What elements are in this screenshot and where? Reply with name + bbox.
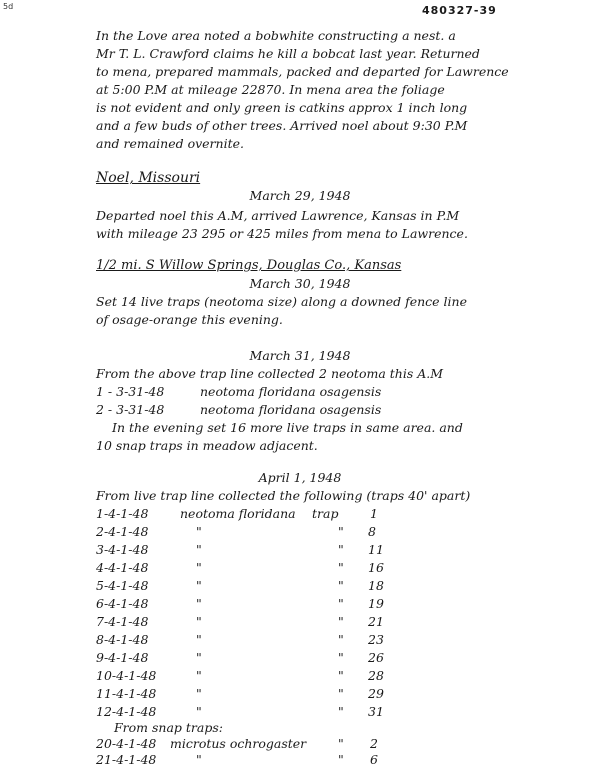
ditto-mark: " (338, 524, 344, 539)
trap-number: 11 (368, 542, 384, 557)
specimen-number: 3-4-1-48 (96, 542, 149, 557)
entry-date: March 30, 1948 (249, 276, 351, 291)
specimen-species: microtus ochrogaster (170, 736, 307, 751)
intro-line: Mr T. L. Crawford claims he kill a bobcat last year. Returned (96, 46, 480, 61)
trap-number: 31 (368, 704, 384, 719)
specimen-species: " (196, 578, 202, 593)
entry-line: In the evening set 16 more live traps in same area. and (112, 420, 463, 435)
specimen-number: 1-4-1-48 (96, 506, 149, 521)
specimen-number: 11-4-1-48 (96, 686, 157, 701)
trap-number: 23 (368, 632, 384, 647)
trap-number: 19 (368, 596, 384, 611)
entry-date: March 31, 1948 (249, 348, 351, 363)
ditto-mark: " (338, 736, 344, 751)
specimen-number: 10-4-1-48 (96, 668, 157, 683)
specimen-number: 21-4-1-48 (96, 752, 157, 767)
trap-number: 8 (368, 524, 376, 539)
specimen-species: " (196, 596, 202, 611)
document-id: 480327-39 (422, 4, 497, 17)
trap-number: 28 (368, 668, 384, 683)
specimen-species: " (196, 752, 202, 767)
specimen-species: " (196, 650, 202, 665)
entry-line: Set 14 live traps (neotoma size) along a downed fence line (96, 294, 467, 309)
trap-number: 16 (368, 560, 384, 575)
specimen-number: 9-4-1-48 (96, 650, 149, 665)
entry-line: From live trap line collected the following (traps 40' apart) (96, 488, 471, 503)
entry-line: From snap traps: (114, 720, 223, 735)
entry-line: Departed noel this A.M, arrived Lawrence, Kansas in P.M (96, 208, 460, 223)
trap-number: 1 (370, 506, 378, 521)
specimen-number: 7-4-1-48 (96, 614, 149, 629)
ditto-mark: " (338, 668, 344, 683)
ditto-mark: " (338, 704, 344, 719)
trap-number: 18 (368, 578, 384, 593)
corner-mark: 5d (3, 2, 14, 11)
specimen-number: 4-4-1-48 (96, 560, 149, 575)
intro-line: is not evident and only green is catkins approx 1 inch long (96, 100, 468, 115)
trap-number: 29 (368, 686, 384, 701)
entry-date: March 29, 1948 (249, 188, 351, 203)
place-heading: 1/2 mi. S Willow Springs, Douglas Co., Kansas (96, 258, 402, 273)
specimen-species: " (196, 704, 202, 719)
intro-line: at 5:00 P.M at mileage 22870. In mena area the foliage (96, 82, 445, 97)
trap-number: 6 (370, 752, 378, 767)
specimen-number: 8-4-1-48 (96, 632, 149, 647)
specimen-species: " (196, 614, 202, 629)
specimen-species: neotoma floridana osagensis (200, 384, 382, 399)
specimen-number: 12-4-1-48 (96, 704, 157, 719)
specimen-number: 2-4-1-48 (96, 524, 149, 539)
entry-line: 10 snap traps in meadow adjacent. (96, 438, 318, 453)
specimen-species: " (196, 632, 202, 647)
specimen-number: 6-4-1-48 (96, 596, 149, 611)
ditto-mark: " (338, 650, 344, 665)
entry-line: with mileage 23 295 or 425 miles from mena to Lawrence. (96, 226, 468, 241)
intro-line: In the Love area noted a bobwhite constructing a nest. a (96, 28, 456, 43)
entry-line: From the above trap line collected 2 neotoma this A.M (96, 366, 444, 381)
specimen-species: neotoma floridana osagensis (200, 402, 382, 417)
place-heading: Noel, Missouri (96, 170, 201, 186)
ditto-mark: trap (312, 506, 339, 521)
ditto-mark: " (338, 560, 344, 575)
intro-line: to mena, prepared mammals, packed and departed for Lawrence (96, 64, 509, 79)
trap-number: 26 (368, 650, 384, 665)
ditto-mark: " (338, 632, 344, 647)
intro-line: and a few buds of other trees. Arrived noel about 9:30 P.M (96, 118, 468, 133)
specimen-species: " (196, 668, 202, 683)
specimen-number: 1 - 3-31-48 (96, 384, 165, 399)
specimen-species: " (196, 524, 202, 539)
ditto-mark: " (338, 614, 344, 629)
entry-date: April 1, 1948 (258, 470, 342, 485)
trap-number: 2 (370, 736, 378, 751)
specimen-number: 2 - 3-31-48 (96, 402, 165, 417)
trap-number: 21 (368, 614, 384, 629)
ditto-mark: " (338, 578, 344, 593)
specimen-species: neotoma floridana (180, 506, 296, 521)
ditto-mark: " (338, 686, 344, 701)
specimen-species: " (196, 560, 202, 575)
entry-line: of osage-orange this evening. (96, 312, 283, 327)
specimen-species: " (196, 686, 202, 701)
ditto-mark: " (338, 542, 344, 557)
intro-line: and remained overnite. (96, 136, 244, 151)
specimen-number: 20-4-1-48 (96, 736, 157, 751)
specimen-species: " (196, 542, 202, 557)
specimen-number: 5-4-1-48 (96, 578, 149, 593)
ditto-mark: " (338, 596, 344, 611)
ditto-mark: " (338, 752, 344, 767)
